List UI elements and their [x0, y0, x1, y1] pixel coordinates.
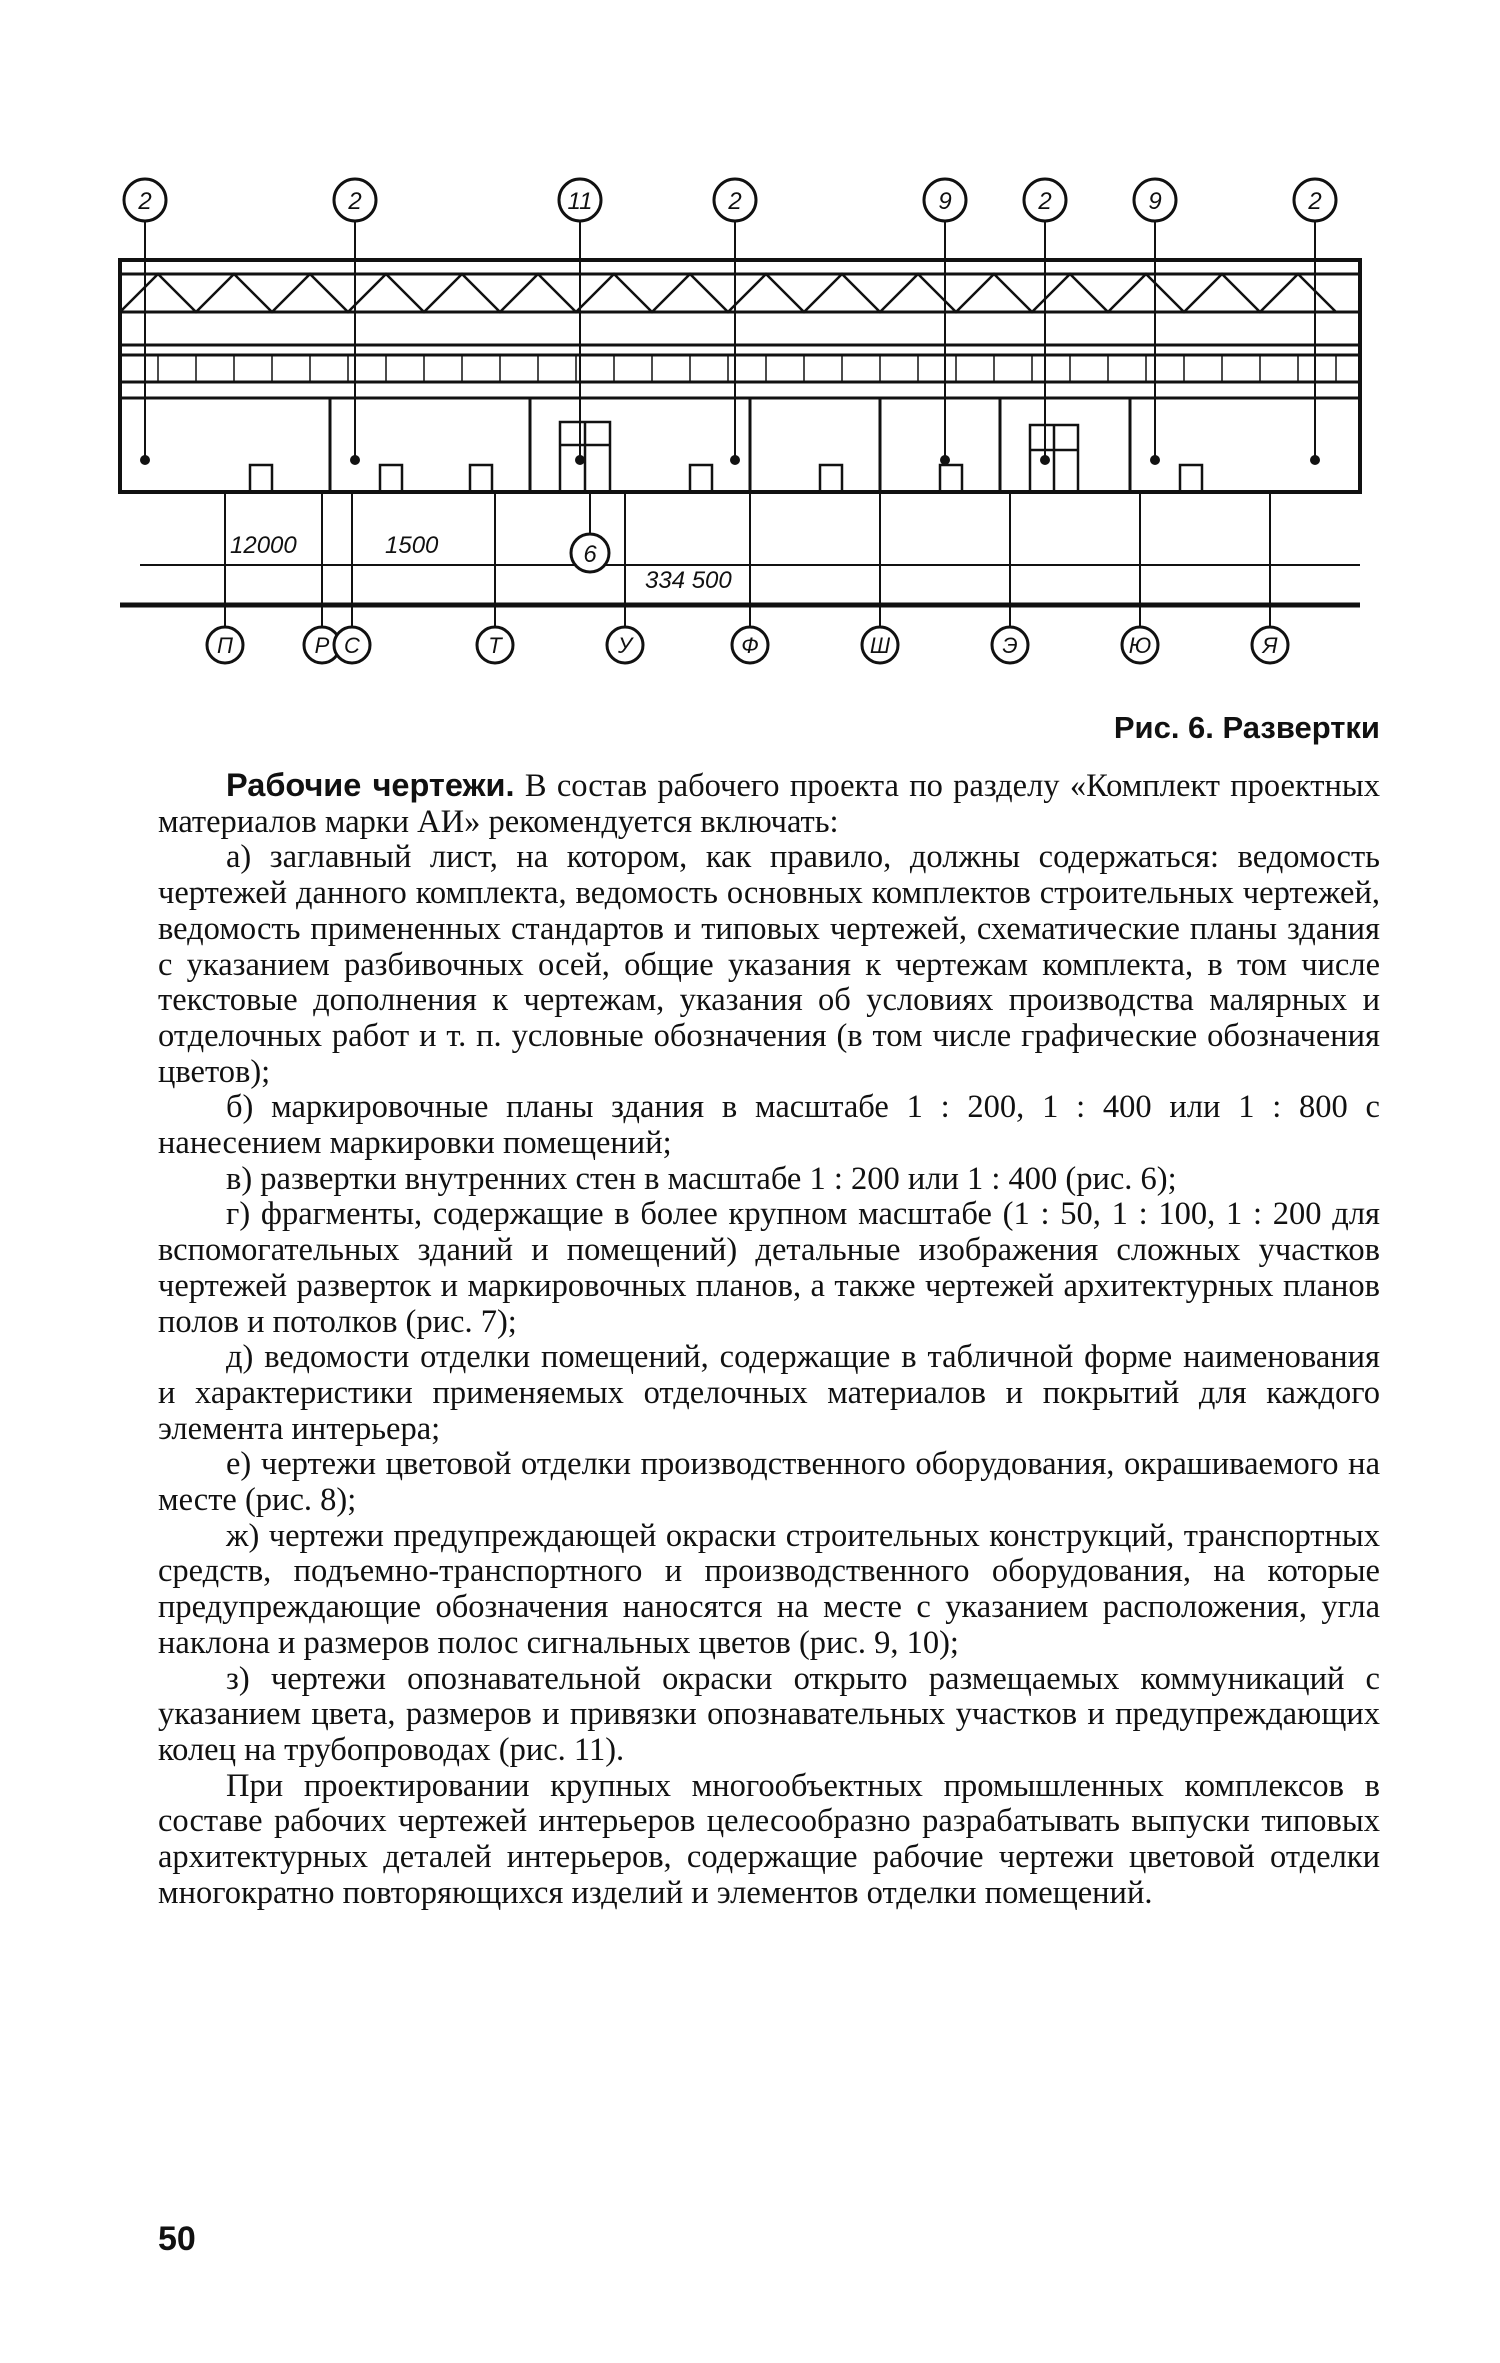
axis-С	[334, 492, 370, 663]
svg-text:2: 2	[348, 188, 362, 215]
list-item-v: в) развертки внутренних стен в масштабе 1 : 200 или 1 : 400 (рис. 6);	[226, 1160, 1177, 1197]
svg-text:9: 9	[1148, 188, 1162, 215]
svg-text:П: П	[217, 633, 233, 658]
axis-Ш	[862, 492, 898, 663]
svg-text:Э: Э	[1002, 633, 1018, 658]
dimension-12000: 12000	[230, 532, 297, 559]
body-text	[158, 768, 1380, 1912]
svg-text:2: 2	[138, 188, 152, 215]
callout-6-label: 6	[583, 541, 597, 568]
list-item-zh: ж) чертежи предупреждающей окраски строительных конструкций, транспортных средств, подъемно-транспортного и производственного оборудования, на которые предупреждающие обозначения наносятся на месте с указанием расположения, угла наклона и размеров полос сигнальных цветов (рис. 9, 10);	[158, 1517, 1380, 1661]
intro-paragraph	[158, 768, 1380, 840]
svg-text:2: 2	[728, 188, 742, 215]
wall-development-figure	[100, 160, 1400, 700]
svg-text:2: 2	[1308, 188, 1322, 215]
svg-text:Р: Р	[314, 633, 330, 658]
list-item-b: б) маркировочные планы здания в масштабе 1 : 200, 1 : 400 или 1 : 800 с нанесением маркировки помещений;	[158, 1089, 1380, 1162]
intro-text: В состав рабочего проекта по разделу «Комплект проектных материалов марки АИ» рекомендуется включать:	[158, 768, 1380, 840]
svg-text:С: С	[344, 633, 360, 658]
door-opening	[250, 465, 272, 492]
axis-Ф	[732, 492, 768, 663]
list-item-z: з) чертежи опознавательной окраски открыто размещаемых коммуникаций с указанием цвета, размеров и привязки опознавательных участков и предупреждающих колец на трубопроводах (рис. 11).	[158, 1660, 1380, 1768]
drawing-canvas	[100, 160, 1400, 700]
marker-2	[124, 179, 166, 465]
list-item-a: а) заглавный лист, на котором, как правило, должны содержаться: ведомость чертежей данного комплекта, ведомость основных комплектов строительных чертежей, ведомость примененных стандартов и типовых чертежей, схематические планы здания с указанием разбивочных осей, общие указания к чертежам комплекта, в том числе текстовые дополнения к чертежам, указания об условиях производства малярных и отделочных работ и т. п. условные обозначения (в том числе графические обозначения цветов);	[158, 839, 1380, 1090]
page-number: 50	[158, 2220, 196, 2258]
svg-text:Ф: Ф	[741, 633, 759, 658]
axis-У	[607, 492, 643, 663]
axis-П	[207, 492, 243, 663]
svg-text:11: 11	[567, 188, 593, 215]
svg-text:9: 9	[938, 188, 952, 215]
door-opening	[1180, 465, 1202, 492]
svg-text:Т: Т	[488, 633, 502, 658]
roof-trusses	[120, 274, 1336, 382]
axis-Я	[1252, 492, 1288, 663]
door-opening	[820, 465, 842, 492]
callout-6	[571, 492, 609, 572]
marker-2	[334, 179, 376, 465]
section-heading: Рабочие чертежи.	[226, 767, 515, 803]
wall-outline	[120, 260, 1360, 492]
list-item-d: д) ведомости отделки помещений, содержащие в табличной форме наименования и характеристики применяемых отделочных материалов и покрытий для каждого элемента интерьера;	[158, 1339, 1380, 1447]
svg-text:Ю: Ю	[1128, 633, 1152, 658]
marker-2	[1024, 179, 1066, 465]
marker-2	[1294, 179, 1336, 465]
axis-Ю	[1122, 492, 1158, 663]
axis-Т	[477, 492, 513, 663]
marker-9	[924, 179, 966, 465]
door-opening	[940, 465, 962, 492]
marker-9	[1134, 179, 1176, 465]
svg-text:У: У	[617, 633, 633, 658]
columns	[330, 398, 1130, 492]
axis-Э	[992, 492, 1028, 663]
axis-markers	[207, 492, 1288, 663]
svg-text:Ш: Ш	[869, 633, 891, 658]
list-item-e: е) чертежи цветовой отделки производственного оборудования, окрашиваемого на месте (рис. 8);	[158, 1446, 1380, 1519]
door-opening	[380, 465, 402, 492]
door-opening	[690, 465, 712, 492]
list-item-g: г) фрагменты, содержащие в более крупном масштабе (1 : 50, 1 : 100, 1 : 200 для вспомогательных зданий и помещений) детальные изображения сложных участков чертежей разверток и маркировочных планов, а также чертежей архитектурных планов полов и потолков (рис. 7);	[158, 1196, 1380, 1340]
top-markers	[124, 179, 1336, 465]
truss-web	[120, 274, 1336, 312]
dimension-1500: 1500	[385, 532, 439, 559]
svg-text:2: 2	[1038, 188, 1052, 215]
dimension-total: 334 500	[645, 567, 732, 594]
door-openings	[250, 465, 1202, 492]
door-opening	[470, 465, 492, 492]
closing-paragraph: При проектировании крупных многообъектных промышленных комплексов в составе рабочих чертежей интерьеров целесообразно разрабатывать выпуски типовых архитектурных деталей интерьеров, содержащие рабочие чертежи цветовой отделки многократно повторяющихся изделий и элементов отделки помещений.	[158, 1767, 1380, 1911]
svg-text:Я: Я	[1262, 633, 1278, 658]
figure-caption: Рис. 6. Развертки	[1113, 710, 1380, 745]
